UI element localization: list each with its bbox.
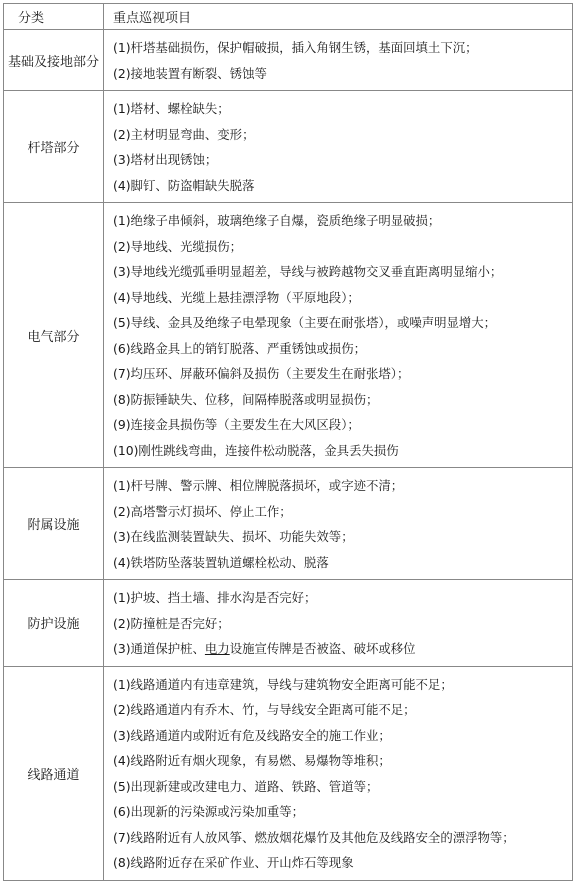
item-text: (3)通道保护桩、 [113,641,205,656]
inspection-item: (1)绝缘子串倾斜，玻璃绝缘子自爆，瓷质绝缘子明显破损； [113,213,441,228]
items-cell [104,91,573,203]
section-row-auxiliary [4,468,573,580]
inspection-item: (3)线路通道内或附近有危及线路安全的施工作业； [113,727,391,743]
inspection-item [113,636,572,662]
category-cell: 基础及接地部分 [4,30,104,91]
inspection-item: (2)主材明显弯曲、变形； [113,126,255,142]
inspection-item: (1)护坡、挡土墙、排水沟是否完好； [113,590,317,605]
category-cell: 杆塔部分 [4,91,104,203]
header-items: 重点巡视项目 [104,4,573,30]
section-row-corridor [4,666,573,880]
inspection-item: (4)导地线、光缆上悬挂漂浮物（平原地段）； [113,289,360,305]
inspection-item: (1)线路通道内有违章建筑，导线与建筑物安全距离可能不足； [113,676,453,692]
inspection-item: (7)均压环、屏蔽环偏斜及损伤（主要发生在耐张塔）； [113,366,410,381]
items-cell [104,30,573,91]
underlined-link-text[interactable]: 电力 [204,641,230,656]
section-row-electrical [4,203,573,468]
items-cell [104,666,573,880]
inspection-item: (5)出现新建或改建电力、道路、铁路、管道等； [113,778,379,794]
item-text: 设施宣传牌是否被盗、破坏或移位 [229,641,416,656]
category-cell: 防护设施 [4,580,104,667]
header-category: 分类 [4,4,104,30]
inspection-item: (3)在线监测装置缺失、损坏、功能失效等； [113,529,354,544]
inspection-item: (10)刚性跳线弯曲，连接件松动脱落，金具丢失损伤 [113,442,399,458]
category-cell: 附属设施 [4,468,104,580]
items-cell [104,203,573,468]
items-cell [104,580,573,667]
inspection-item: (3)导地线光缆弧垂明显超差，导线与被跨越物交叉垂直距离明显缩小； [113,264,503,279]
inspection-item: (9)连接金具损伤等（主要发生在大风区段）； [113,417,360,432]
category-cell: 电气部分 [4,203,104,468]
inspection-item: (2)线路通道内有乔木、竹，与导线安全距离可能不足； [113,702,416,717]
table-header-row [4,4,573,30]
inspection-item: (1)杆号牌、警示牌、相位牌脱落损坏，或字迹不清； [113,478,404,493]
inspection-item: (3)塔材出现锈蚀； [113,152,218,167]
inspection-item: (4)铁塔防坠落装置轨道螺栓松动、脱落 [113,554,329,570]
inspection-item: (2)接地装置有断裂、锈蚀等 [113,65,267,81]
inspection-item: (7)线路附近有人放风筝、燃放烟花爆竹及其他危及线路安全的漂浮物等； [113,829,515,845]
inspection-item: (2)导地线、光缆损伤； [113,238,243,254]
inspection-item: (6)线路金具上的销钉脱落、严重锈蚀或损伤； [113,340,366,356]
section-row-protection [4,580,573,667]
inspection-table [3,3,573,881]
section-row-foundation [4,30,573,91]
inspection-item: (5)导线、金具及绝缘子电晕现象（主要在耐张塔），或噪声明显增大； [113,315,497,330]
inspection-item: (8)线路附近存在采矿作业、开山炸石等现象 [113,855,354,870]
inspection-item: (8)防振锤缺失、位移，间隔棒脱落或明显损伤； [113,391,379,407]
inspection-item: (1)杆塔基础损伤，保护帽破损，插入角钢生锈，基面回填土下沉； [113,40,478,55]
inspection-item: (4)线路附近有烟火现象，有易燃、易爆物等堆积； [113,753,391,768]
inspection-item: (2)高塔警示灯损坏、停止工作； [113,503,292,519]
items-cell [104,468,573,580]
inspection-item: (4)脚钉、防盗帽缺失脱落 [113,177,255,193]
inspection-item: (6)出现新的污染源或污染加重等； [113,804,305,819]
inspection-item: (2)防撞桩是否完好； [113,615,230,631]
category-cell: 线路通道 [4,666,104,880]
section-row-tower [4,91,573,203]
inspection-item: (1)塔材、螺栓缺失； [113,101,230,116]
